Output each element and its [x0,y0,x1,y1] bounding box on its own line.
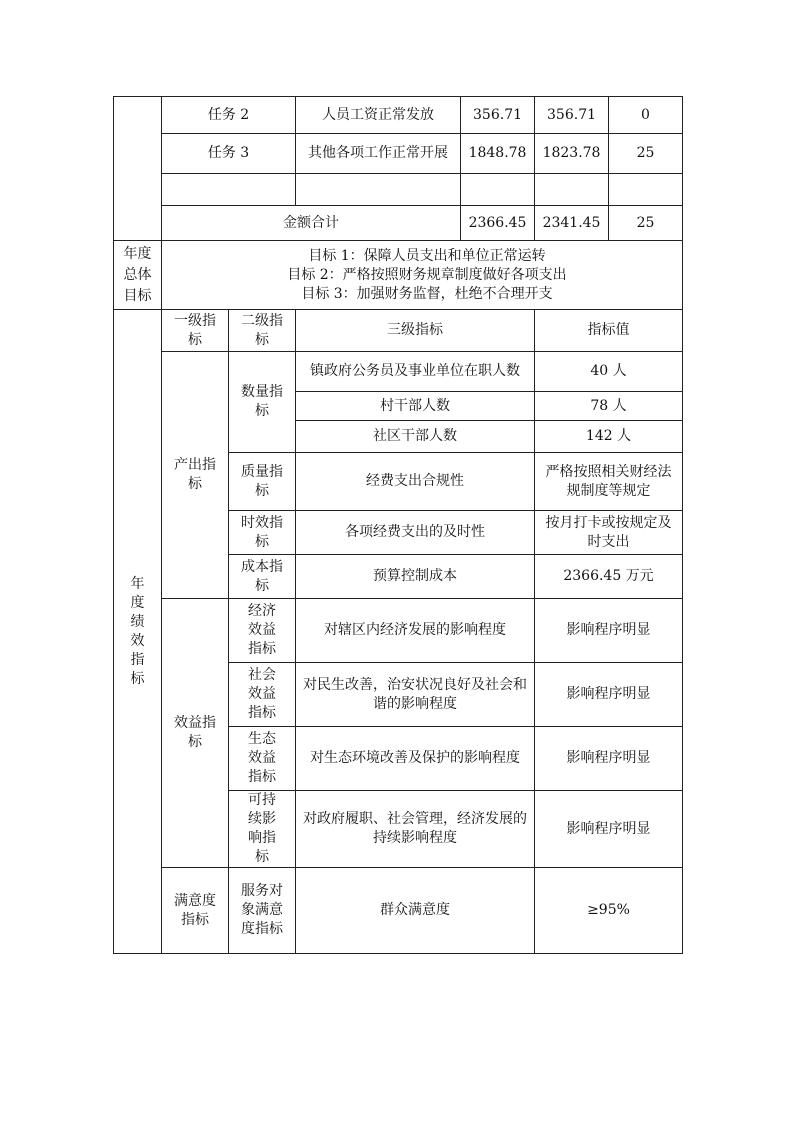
empty-cell [296,174,461,206]
indicator-value: 影响程序明显 [535,791,683,868]
budget-blank-cell [114,97,162,241]
sustainable-label: 可持续影响指标 [229,791,296,868]
quality-label: 质量指标 [229,453,296,511]
benefit-label: 效益指标 [162,599,229,868]
quantity-label: 数量指标 [229,352,296,453]
header-level2: 二级指标 [229,310,296,352]
indicator-name: 预算控制成本 [296,555,535,599]
cost-label: 成本指标 [229,555,296,599]
task-value: 25 [609,134,683,174]
indicator-name: 社区干部人数 [296,421,535,453]
ecological-label: 生态效益指标 [229,727,296,791]
indicator-value: 影响程序明显 [535,599,683,663]
indicator-value: 按月打卡或按规定及时支出 [535,511,683,555]
task-content: 人员工资正常发放 [296,97,461,134]
output-label: 产出指标 [162,352,229,599]
goals-list [162,241,683,310]
total-value: 2341.45 [535,206,609,241]
goal-item: 目标 1：保障人员支出和单位正常运转 [308,247,546,264]
header-level1: 一级指标 [162,310,229,352]
header-level3: 三级指标 [296,310,535,352]
indicator-header-row [114,310,683,352]
task-value: 0 [609,97,683,134]
goals-label: 年度总体目标 [114,241,162,310]
social-label: 社会效益指标 [229,663,296,727]
indicator-value: 40 人 [535,352,683,392]
indicator-name: 对政府履职、社会管理，经济发展的持续影响程度 [296,791,535,868]
table-row [114,134,683,174]
indicator-value: 78 人 [535,392,683,421]
indicator-name: 镇政府公务员及事业单位在职人数 [296,352,535,392]
indicator-value: 影响程序明显 [535,663,683,727]
empty-cell [535,174,609,206]
indicator-value: 142 人 [535,421,683,453]
total-label: 金额合计 [162,206,461,241]
task-value: 356.71 [461,97,535,134]
satisfaction-sub-label: 服务对象满意度指标 [229,868,296,954]
table-row [114,174,683,206]
timeliness-label: 时效指标 [229,511,296,555]
economic-label: 经济效益指标 [229,599,296,663]
header-value: 指标值 [535,310,683,352]
indicator-name: 群众满意度 [296,868,535,954]
indicator-value: 2366.45 万元 [535,555,683,599]
total-value: 25 [609,206,683,241]
table-row [114,599,683,663]
indicators-label: 年度绩效指标 [114,310,162,954]
table-row [114,868,683,954]
task-value: 356.71 [535,97,609,134]
indicator-name: 村干部人数 [296,392,535,421]
task-content: 其他各项工作正常开展 [296,134,461,174]
table-row [114,352,683,392]
indicator-value: ≥95% [535,868,683,954]
task-name: 任务 3 [162,134,296,174]
total-row [114,206,683,241]
indicator-name: 对辖区内经济发展的影响程度 [296,599,535,663]
empty-cell [461,174,535,206]
indicator-name: 对民生改善，治安状况良好及社会和谐的影响程度 [296,663,535,727]
task-value: 1848.78 [461,134,535,174]
empty-cell [162,174,296,206]
indicator-value: 影响程序明显 [535,727,683,791]
satisfaction-label: 满意度指标 [162,868,229,954]
performance-table [113,96,683,954]
task-name: 任务 2 [162,97,296,134]
table-row [114,97,683,134]
goal-item: 目标 3：加强财务监督，杜绝不合理开支 [301,285,553,302]
total-value: 2366.45 [461,206,535,241]
indicator-name: 对生态环境改善及保护的影响程度 [296,727,535,791]
indicator-name: 各项经费支出的及时性 [296,511,535,555]
indicator-name: 经费支出合规性 [296,453,535,511]
goals-row [114,241,683,310]
empty-cell [609,174,683,206]
goal-item: 目标 2：严格按照财务规章制度做好各项支出 [287,266,567,283]
task-value: 1823.78 [535,134,609,174]
indicator-value: 严格按照相关财经法规制度等规定 [535,453,683,511]
